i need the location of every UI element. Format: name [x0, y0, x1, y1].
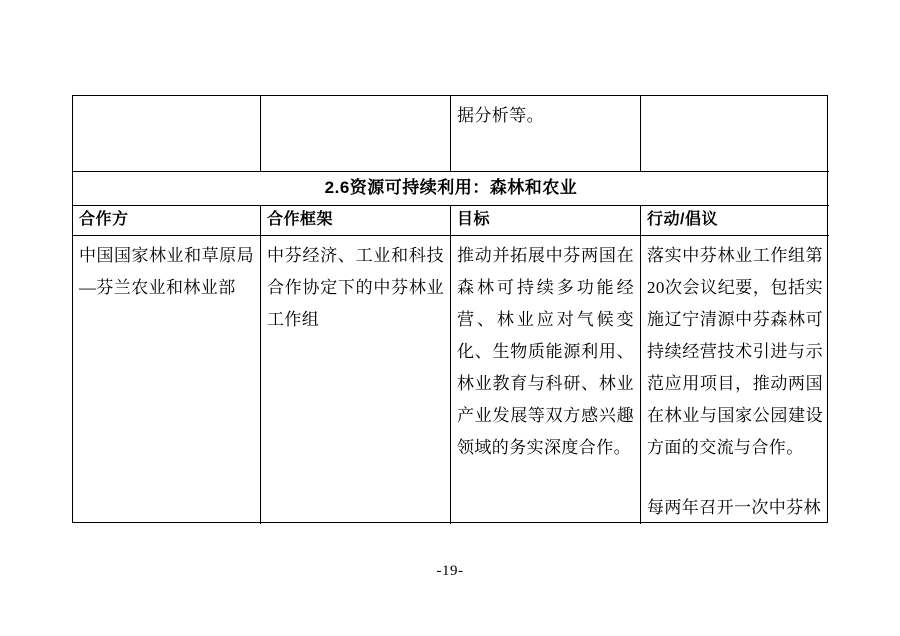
cell-action [641, 236, 829, 524]
page-number: -19- [436, 563, 464, 579]
cell-framework: 中芬经济、工业和科技合作协定下的中芬林业工作组 [261, 236, 451, 524]
continuation-cell-objective: 据分析等。 [451, 96, 641, 172]
header-cell-partner: 合作方 [73, 206, 261, 236]
cooperation-table [72, 95, 828, 523]
action-paragraph-1: 落实中芬林业工作组第20次会议纪要，包括实施辽宁清源中芬森林可持续经营技术引进与示范应用项目，推动两国在林业与国家公园建设方面的交流与合作。 [647, 246, 823, 457]
header-cell-objective: 目标 [451, 206, 641, 236]
continuation-cell-framework [261, 96, 451, 172]
section-title-cell: 2.6资源可持续利用：森林和农业 [73, 172, 829, 206]
cell-objective: 推动并拓展中芬两国在森林可持续多功能经营、林业应对气候变化、生物质能源利用、林业教育与科研、林业产业发展等双方感兴趣领域的务实深度合作。 [451, 236, 641, 524]
continuation-cell-partner [73, 96, 261, 172]
header-cell-framework: 合作框架 [261, 206, 451, 236]
header-cell-action: 行动/倡议 [641, 206, 829, 236]
action-paragraph-2: 每两年召开一次中芬林 [647, 498, 821, 517]
continuation-cell-action [641, 96, 829, 172]
cell-partner: 中国国家林业和草原局—芬兰农业和林业部 [73, 236, 261, 524]
